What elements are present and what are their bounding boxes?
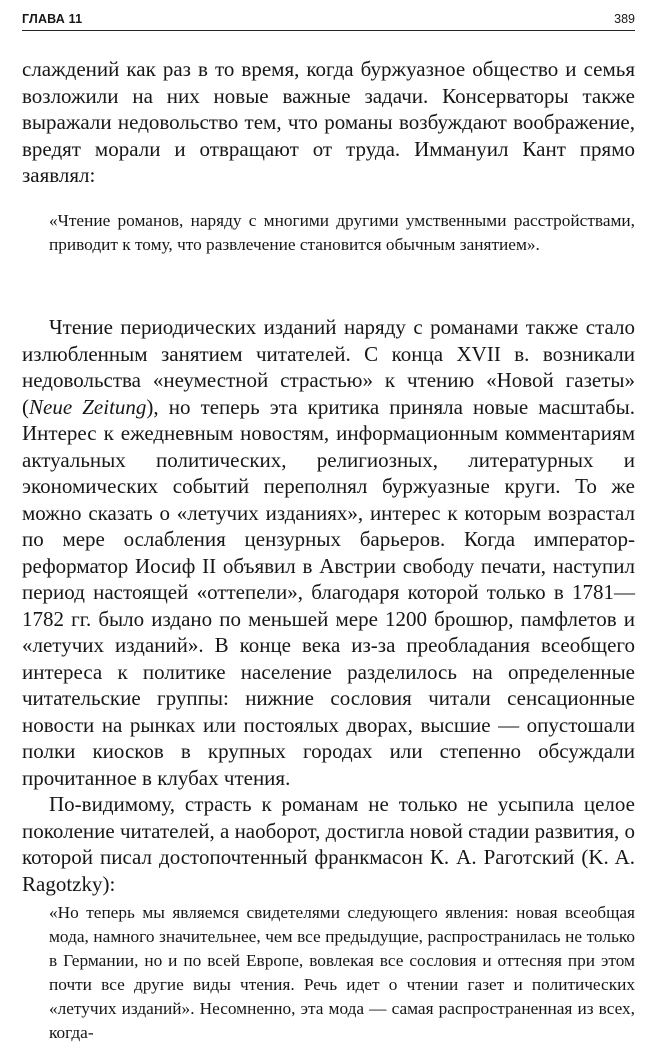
paragraph [22, 314, 635, 791]
block-quote-ragotzky: «Но теперь мы являемся свидетелями следующего явления: новая всеобщая мода, намного значительнее, чем все предыдущие, распространилась не только в Германии, но и по всей Европе, вовлекая все сословия и оттесняя при этом почти все другие виды чтения. Речь идет о чтении газет и политических «летучих изданий». Несомненно, эта мода — самая распространенная из всех, когда- [49, 903, 635, 1042]
page-number: 389 [614, 12, 635, 26]
paragraph-text: ), но теперь эта критика приняла новые масштабы. Интерес к ежедневным новостям, информационным комментариям актуальных политических, религиозных, литературных и экономических событий переполнял буржуазные круги. То же можно сказать о «летучих изданиях», интерес к которым возрастал по мере ослабления цензурных барьеров. Когда император-реформатор Иосиф II объявил в Австрии свободу печати, наступил период настоящей «оттепели», благодаря которой только в 1781—1782 гг. было издано по меньшей мере 1200 брошюр, памфлетов и «летучих изданий». В конце века из-за преобладания всеобщего интереса к политике население разделилось на определенные читательские группы: нижние сословия читали сенсационные новости на рынках или постоялых дворах, высшие — опустошали полки киосков в крупных городах или степенно обсуждали прочитанное в клубах чтения. [22, 394, 635, 790]
header-rule [22, 30, 635, 31]
body-block-1 [22, 56, 635, 189]
chapter-title: ГЛАВА 11 [22, 12, 83, 26]
body-block-2 [22, 314, 635, 897]
paragraph-text: Чтение периодических изданий наряду с романами также стало излюбленным занятием читателей. С конца XVII в. возникали недовольства «неуместной страстью» к чтению «Новой газеты» ( [22, 315, 635, 419]
running-header [22, 10, 635, 32]
block-quote-kant: «Чтение романов, наряду с многими другими умственными расстройствами, приводит к тому, что развлечение становится обычным занятием». [49, 211, 635, 254]
italic-title: Neue Zeitung [29, 394, 147, 419]
paragraph: По-видимому, страсть к романам не только не усыпила целое поколение читателей, а наоборот, достигла новой стадии развития, о которой писал достопочтенный франкмасон К. А. Раготский (K. A. Ragotzky): [22, 792, 635, 896]
paragraph: слаждений как раз в то время, когда буржуазное общество и семья возложили на них новые важные задачи. Консерваторы также выражали недовольство тем, что романы возбуждают воображение, вредят морали и отвращают от труда. Иммануил Кант прямо заявлял: [22, 57, 635, 187]
